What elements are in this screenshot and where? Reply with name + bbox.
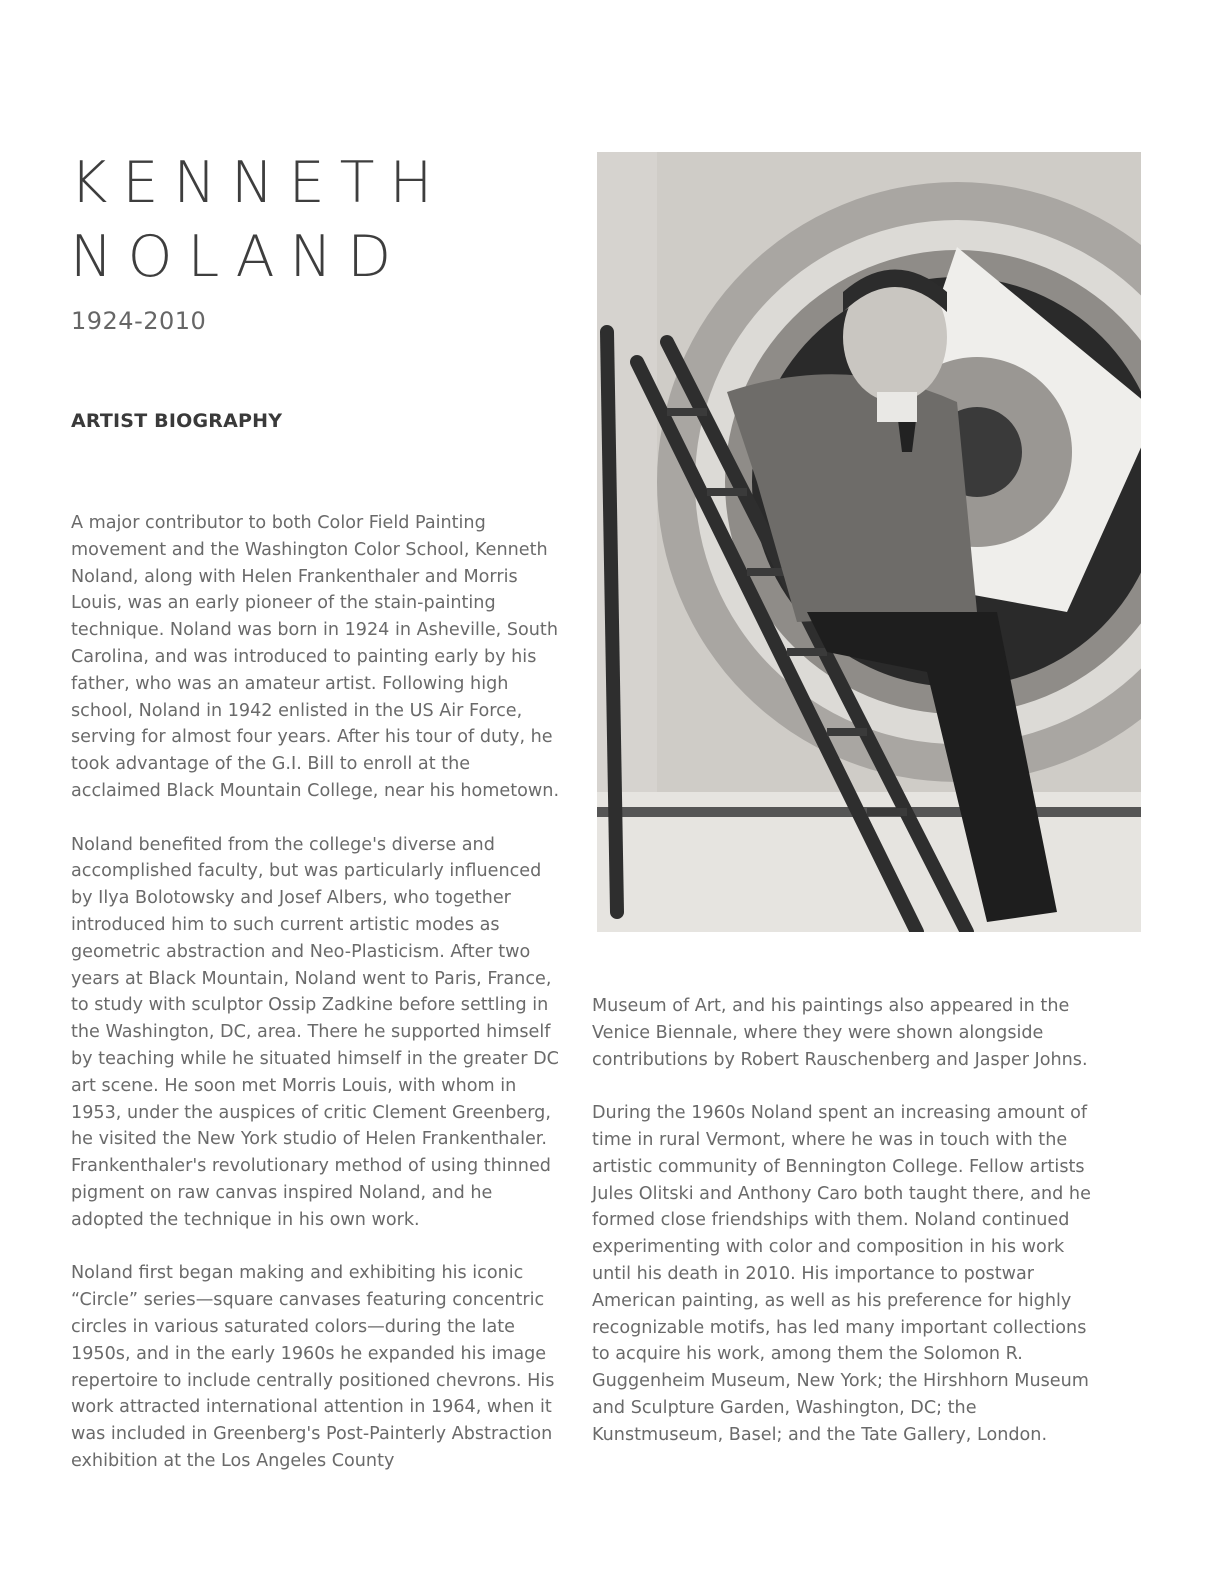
bio-paragraph: Noland first began making and exhibiting his iconic “Circle” series—square canvases featuring concentric circles in various saturated colors—during the late 1950s, and in the early 1960s he expanded his image repertoire to include centrally positioned chevrons. His work attracted international attention in 1964, when it was included in Greenberg's Post-Painterly Abstraction exhibition at the Los Angeles County [71, 1263, 555, 1471]
artist-name-last: NOLAND [70, 224, 407, 290]
bio-paragraph: Museum of Art, and his paintings also appeared in the Venice Biennale, where they were shown alongside contributions by Robert Rauschenberg and Jasper Johns. [592, 996, 1088, 1070]
biography-right-column [592, 993, 1092, 1475]
artist-name [70, 146, 540, 294]
artist-photo [597, 152, 1141, 932]
biography-left-column [71, 510, 561, 1501]
artist-name-first: KENNETH [70, 150, 448, 216]
bio-paragraph: During the 1960s Noland spent an increasing amount of time in rural Vermont, where he was in touch with the artistic community of Bennington College. Fellow artists Jules Olitski and Anthony Caro both taught there, and he formed close friendships with them. Noland continued experimenting with color and composition in his work until his death in 2010. His importance to postwar American painting, as well as his preference for highly recognizable motifs, has led many important collections to acquire his work, among them the Solomon R. Guggenheim Museum, New York; the Hirshhorn Museum and Sculpture Garden, Washington, DC; the Kunstmuseum, Basel; and the Tate Gallery, London. [592, 1103, 1091, 1445]
section-heading: ARTIST BIOGRAPHY [71, 410, 283, 432]
life-dates: 1924-2010 [71, 307, 207, 335]
bio-paragraph: A major contributor to both Color Field Painting movement and the Washington Color School, Kenneth Noland, along with Helen Frankenthaler and Morris Louis, was an early pioneer of the stain-painting technique. Noland was born in 1924 in Asheville, South Carolina, and was introduced to painting early by his father, who was an amateur artist. Following high school, Noland in 1942 enlisted in the US Air Force, serving for almost four years. After his tour of duty, he took advantage of the G.I. Bill to enroll at the acclaimed Black Mountain College, near his hometown. [71, 513, 560, 801]
bio-paragraph: Noland benefited from the college's diverse and accomplished faculty, but was particularly influenced by Ilya Bolotowsky and Josef Albers, who together introduced him to such current artistic modes as geometric abstraction and Neo-Plasticism. After two years at Black Mountain, Noland went to Paris, France, to study with sculptor Ossip Zadkine before settling in the Washington, DC, area. There he supported himself by teaching while he situated himself in the greater DC art scene. He soon met Morris Louis, with whom in 1953, under the auspices of critic Clement Greenberg, he visited the New York studio of Helen Frankenthaler. Frankenthaler's revolutionary method of using thinned pigment on raw canvas inspired Noland, and he adopted the technique in his own work. [71, 834, 559, 1230]
artist-photo-illustration [597, 152, 1141, 932]
